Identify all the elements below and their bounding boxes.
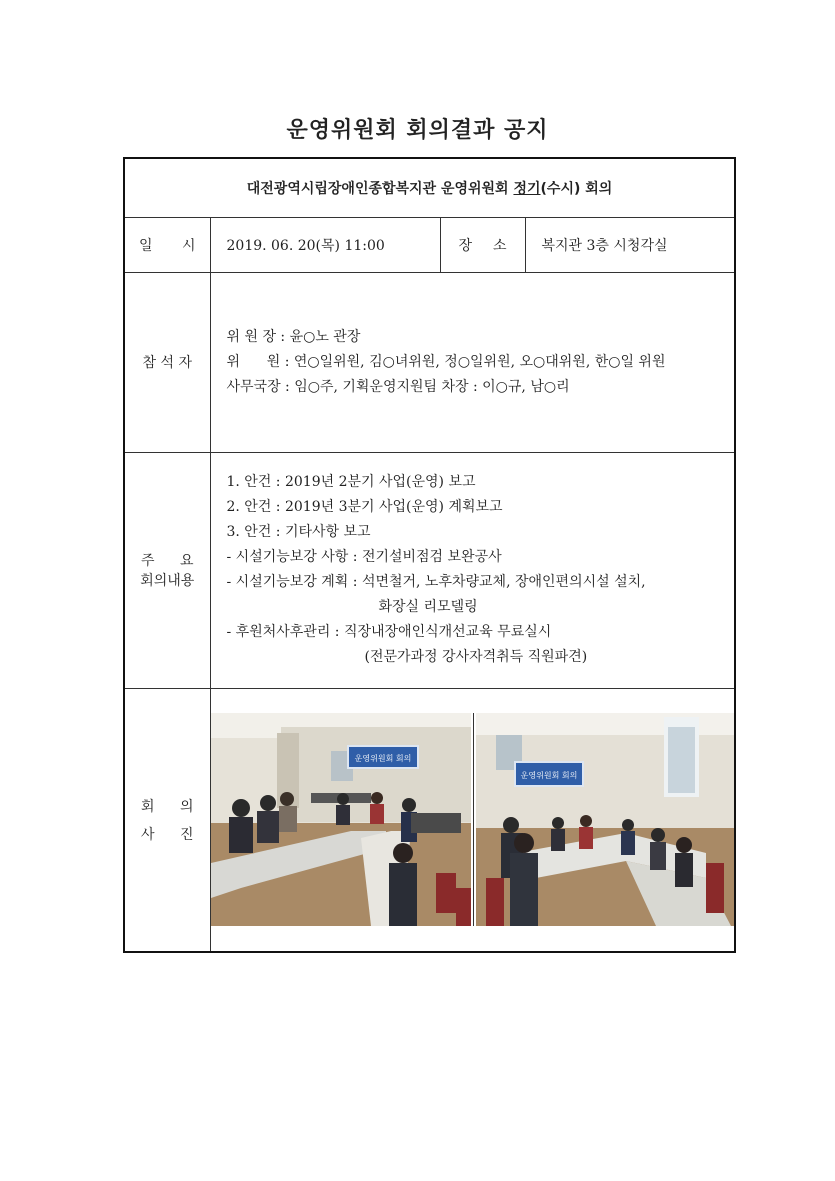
agenda-list (210, 452, 735, 688)
agenda-line: - 시설기능보강 계획 : 석면철거, 노후차량교체, 장애인편의시설 설치, (226, 574, 646, 590)
notice-table (123, 157, 736, 953)
header-prefix: 대전광역시립장애인종합복지관 운영위원회 (246, 180, 514, 197)
header-underlined: 정기 (513, 180, 541, 197)
photo-cell (210, 688, 735, 952)
meeting-photo (211, 713, 471, 926)
agenda-line: 1. 안건 : 2019년 2분기 사업(운영) 보고 (226, 474, 476, 490)
banner-text: 운영위원회 회의 (520, 771, 578, 781)
place-label: 장 소 (440, 217, 525, 272)
attendee-line: 위 원 : 연○일위원, 김○녀위원, 정○일위원, 오○대위원, 한○일 위원 (226, 353, 666, 370)
attendees-list (210, 272, 735, 452)
place-value: 복지관 3층 시청각실 (525, 217, 735, 272)
date-label: 일 시 (124, 217, 210, 272)
attendee-line: 사무국장 : 임○주, 기획운영지원팀 차장 : 이○규, 남○리 (226, 378, 570, 395)
meeting-photo (473, 713, 734, 926)
agenda-label: 주 요 회의내용 (124, 452, 210, 688)
attendees-label: 참 석 자 (124, 272, 210, 452)
meeting-header (124, 158, 735, 217)
date-value: 2019. 06. 20(목) 11:00 (210, 217, 440, 272)
agenda-line: (전문가과정 강사자격취득 직원파견) (364, 649, 588, 665)
agenda-line: 화장실 리모델링 (378, 599, 478, 615)
header-suffix: (수시) 회의 (540, 180, 613, 197)
agenda-line: 2. 안건 : 2019년 3분기 사업(운영) 계획보고 (226, 499, 503, 515)
agenda-line: 3. 안건 : 기타사항 보고 (226, 524, 371, 540)
agenda-line: - 후원처사후관리 : 직장내장애인식개선교육 무료실시 (226, 624, 552, 640)
photo-label: 회 의 사 진 (124, 688, 210, 952)
banner-text: 운영위원회 회의 (354, 754, 411, 764)
document-title: 운영위원회 회의결과 공지 (286, 118, 549, 143)
attendee-line: 위 원 장 : 윤○노 관장 (226, 328, 361, 345)
agenda-line: - 시설기능보강 사항 : 전기설비점검 보완공사 (226, 549, 502, 565)
